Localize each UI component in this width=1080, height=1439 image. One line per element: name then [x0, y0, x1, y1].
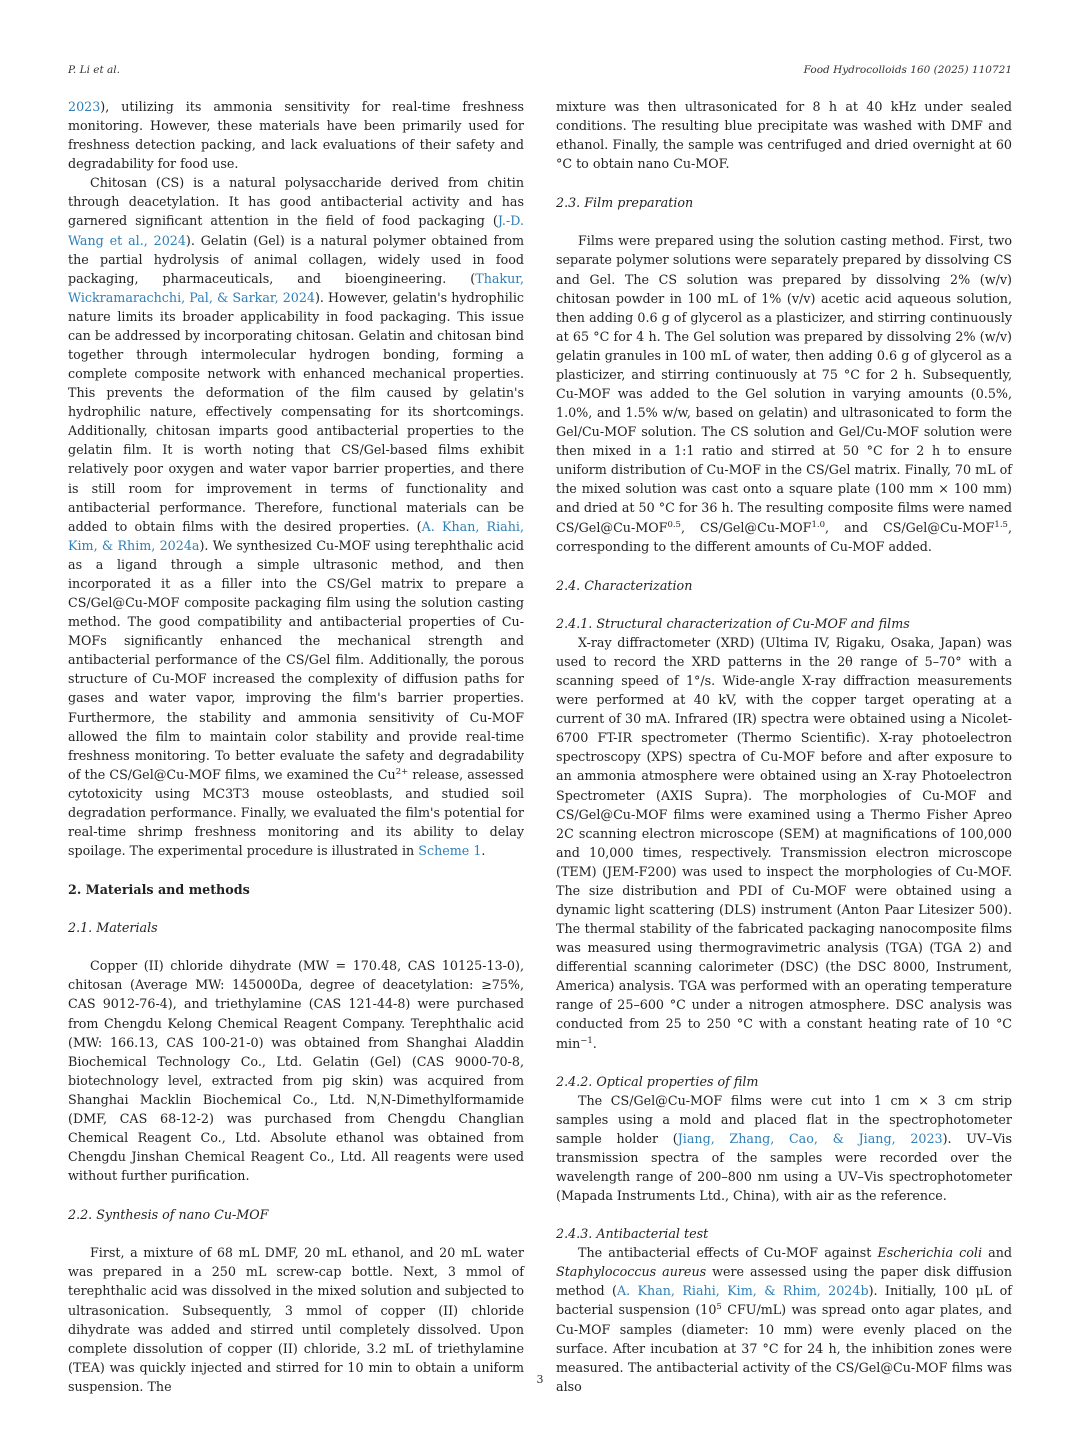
paragraph-antibacterial: The antibacterial effects of Cu-MOF against Escherichia coli and Staphylococcus aureus were assessed using the paper disk diffusion method (A. Khan, Riahi, Kim, & Rhim, 2024b). Initially, 100 μL of bacterial suspension ($10^5$ CFU/mL) was spread onto agar plates, and Cu-MOF samples (diameter: 10 mm) were evenly placed on the surface. After incubation at 37 °C for 24 h, the inhibition zones were measured. The antibacterial activity of the CS/Gel@Cu-MOF films was also — [556, 1245, 1012, 1394]
right-column — [556, 97, 1012, 1396]
page-number: 3 — [536, 1373, 544, 1386]
citation-link[interactable]: J.-D. Wang et al., 2024 — [68, 213, 524, 248]
paragraph-optical: The CS/Gel@Cu-MOF films were cut into 1 cm × 3 cm strip samples using a mold and placed flat in the spectrophotometer sample holder (Jiang, Zhang, Cao, & Jiang, 2023). UV–Vis transmission spectra of the samples were recorded over the wavelength range of 200–800 nm using a UV–Vis spectrophotometer (Mapada Instruments Ltd., China), with air as the reference. — [556, 1092, 1012, 1204]
citation-link[interactable]: A. Khan, Riahi, Kim, & Rhim, 2024a — [68, 518, 524, 553]
subsubsection-heading-antibacterial: 2.4.3. Antibacterial test — [556, 1226, 709, 1242]
subsection-heading-materials: 2.1. Materials — [68, 920, 158, 936]
paragraph-structural: X-ray diffractometer (XRD) (Ultima IV, Rigaku, Osaka, Japan) was used to record the XRD patterns in the 2θ range of 5–70° with a scanning speed of 1°/s. Wide-angle X-ray diffraction measurements were performed at 40 kV, with the copper target operating at a current of 30 mA. Infrared (IR) spectra were obtained using a Nicolet-6700 FT-IR spectrometer (Thermo Scientific). X-ray photoelectron spectroscopy (XPS) spectra of Cu-MOF before and after exposure to an ammonia atmosphere were obtained using an X-ray Photoelectron Spectrometer (AXIS Supra). The morphologies of Cu-MOF and CS/Gel@Cu-MOF films were examined using a Thermo Fisher Apreo 2C scanning electron microscope (SEM) at magnifications of 100,000 and 10,000 times, respectively. Transmission electron microscope (TEM) (JEM-F200) was used to inspect the morphologies of Cu-MOF. The size distribution and PDI of Cu-MOF were obtained using a dynamic light scattering (DLS) instrument (Anton Paar Litesizer 500). The thermal stability of the fabricated packaging nanocomposite films was measured using thermogravimetric analysis (TGA) (TGA 2) and differential scanning calorimeter (DSC) (the DSC 8000, Instrument, America) analysis. TGA was performed with an operating temperature range of 25–600 °C under a nitrogen atmosphere. DSC analysis was conducted from 25 to 250 °C with a constant heating rate of 10 °C $\min^{-1}$. — [556, 634, 1012, 1051]
paragraph-intro-end: 2023), utilizing its ammonia sensitivity for real-time freshness monitoring. However, these materials have been primarily used for freshness detection packing, and lack evaluations of their safety and degradability for food use. — [68, 99, 524, 172]
subsection-heading-film-preparation: 2.3. Film preparation — [556, 195, 694, 211]
subsubsection-heading-structural: 2.4.1. Structural characterization of Cu-MOF and films — [556, 615, 910, 631]
running-header-journal: Food Hydrocolloids 160 (2025) 110721 — [803, 64, 1012, 76]
paragraph-chitosan-gelatin: Chitosan (CS) is a natural polysaccharide derived from chitin through deacetylation. It has good antibacterial activity and has garnered significant attention in the field of food packaging (J.-D. Wang et al., 2024). Gelatin (Gel) is a natural polymer obtained from the partial hydrolysis of animal collagen, widely used in food packaging, pharmaceuticals, and bioengineering. (Thakur, Wickramarachchi, Pal, & Sarkar, 2024). However, gelatin's hydrophilic nature limits its broader applicability in food packaging. This issue can be addressed by incorporating chitosan. Gelatin and chitosan bind together through intermolecular hydrogen bonding, forming a complete composite network with enhanced mechanical properties. This prevents the deformation of the film caused by gelatin's hydrophilic nature, effectively compensating for its shortcomings. Additionally, chitosan imparts good antibacterial properties to the gelatin film. It is worth noting that CS/Gel-based films exhibit relatively poor oxygen and water vapor barrier properties, and there is still room for improvement in terms of functionality and antibacterial performance. Therefore, functional materials can be added to obtain films with the desired properties. (A. Khan, Riahi, Kim, & Rhim, 2024a). We synthesized Cu-MOF using terephthalic acid as a ligand through a simple ultrasonic method, and then incorporated it as a filler into the CS/Gel matrix to prepare a CS/Gel@Cu-MOF composite packaging film using the solution casting method. The good compatibility and antibacterial properties of Cu-MOFs significantly enhanced the mechanical strength and antibacterial performance of the CS/Gel film. Additionally, the porous structure of Cu-MOF increased the complexity of diffusion paths for gases and water vapor, improving the film's barrier properties. Furthermore, the stability and ammonia sensitivity of Cu-MOF allowed the film to maintain color stability and provide real-time freshness monitoring. To better evaluate the safety and degradability of the CS/Gel@Cu-MOF films, we examined the $Cu^{2+}$ release, assessed cytotoxicity using MC3T3 mouse osteoblasts, and studied soil degradation performance. Finally, we evaluated the film's potential for real-time shrimp freshness monitoring and its ability to delay spoilage. The experimental procedure is illustrated in Scheme 1. — [68, 175, 524, 859]
subsection-heading-synthesis: 2.2. Synthesis of nano Cu-MOF — [68, 1207, 269, 1223]
running-header-authors: P. Li et al. — [68, 64, 121, 76]
section-heading-materials-methods: 2. Materials and methods — [68, 882, 250, 898]
citation-link[interactable]: 2023 — [68, 99, 101, 114]
citation-link[interactable]: A. Khan, Riahi, Kim, & Rhim, 2024b — [616, 1283, 869, 1299]
paragraph-synthesis-end: mixture was then ultrasonicated for 8 h at 40 kHz under sealed conditions. The resulting blue precipitate was washed with DMF and ethanol. Finally, the sample was centrifuged and dried overnight at 60 °C to obtain nano Cu-MOF. — [556, 99, 1012, 172]
subsubsection-heading-optical: 2.4.2. Optical properties of film — [556, 1073, 759, 1089]
paragraph-synthesis: First, a mixture of 68 mL DMF, 20 mL ethanol, and 20 mL water was prepared in a 250 mL screw-cap bottle. Next, 3 mmol of terephthalic acid was dissolved in the mixed solution and subjected to ultrasonication. Subsequently, 3 mmol of copper (II) chloride dihydrate was added and stirred until completely dissolved. Upon complete dissolution of copper (II) chloride, 3.2 mL of triethylamine (TEA) was quickly injected and stirred for 10 min to obtain a uniform suspension. The — [68, 1245, 524, 1394]
scheme-link[interactable]: Scheme 1 — [418, 843, 482, 859]
citation-link[interactable]: Jiang, Zhang, Cao, & Jiang, 2023 — [677, 1130, 943, 1146]
citation-link[interactable]: Thakur, Wickramarachchi, Pal, & Sarkar, 2024 — [68, 270, 524, 305]
left-column — [68, 97, 524, 1396]
paragraph-materials: Copper (II) chloride dihydrate (MW = 170.48, CAS 10125-13-0), chitosan (Average MW: 145000Da, degree of deacetylation: ≥75%, CAS 9012-76-4), and triethylamine (CAS 121-44-8) were purchased from Chengdu Kelong Chemical Reagent Company. Terephthalic acid (MW: 166.13, CAS 100-21-0) was obtained from Shanghai Aladdin Biochemical Technology Co., Ltd. Gelatin (Gel) (CAS 9000-70-8, biotechnology level, extracted from pig skin) was acquired from Shanghai Macklin Biochemical Co., Ltd. N,N-Dimethylformamide (DMF, CAS 68-12-2) was purchased from Chengdu Changlian Chemical Reagent Co., Ltd. Absolute ethanol was obtained from Chengdu Jinshan Chemical Reagent Co., Ltd. All reagents were used without further purification. — [68, 958, 524, 1184]
paragraph-film-preparation: Films were prepared using the solution casting method. First, two separate polymer solutions were separately prepared by dissolving CS and Gel. The CS solution was prepared by dissolving 2% (w/v) chitosan powder in 100 mL of 1% (v/v) acetic acid aqueous solution, then adding 0.6 g of glycerol as a plasticizer, and stirring continuously at 65 °C for 4 h. The Gel solution was prepared by dissolving 2% (w/v) gelatin granules in 100 mL of water, then adding 0.6 g of glycerol as a plasticizer, and stirring continuously at 75 °C for 2 h. Subsequently, Cu-MOF was added to the Gel solution in varying amounts (0.5%, 1.0%, and 1.5% w/w, based on gelatin) and ultrasonicated to form the Gel/Cu-MOF solution. The CS solution and Gel/Cu-MOF solution were then mixed in a 1:1 ratio and stirred at 50 °C for 2 h to ensure uniform distribution of Cu-MOF in the CS/Gel matrix. Finally, 70 mL of the mixed solution was cast onto a square plate (100 mm × 100 mm) and dried at 50 °C for 36 h. The resulting composite films were named $CS/Gel@Cu-MOF^{0.5}$, $CS/Gel@Cu-MOF^{1.0}$, and $CS/Gel@Cu-MOF^{1.5}$, corresponding to the different amounts of Cu-MOF added. — [556, 233, 1012, 554]
subsection-heading-characterization: 2.4. Characterization — [556, 577, 693, 593]
